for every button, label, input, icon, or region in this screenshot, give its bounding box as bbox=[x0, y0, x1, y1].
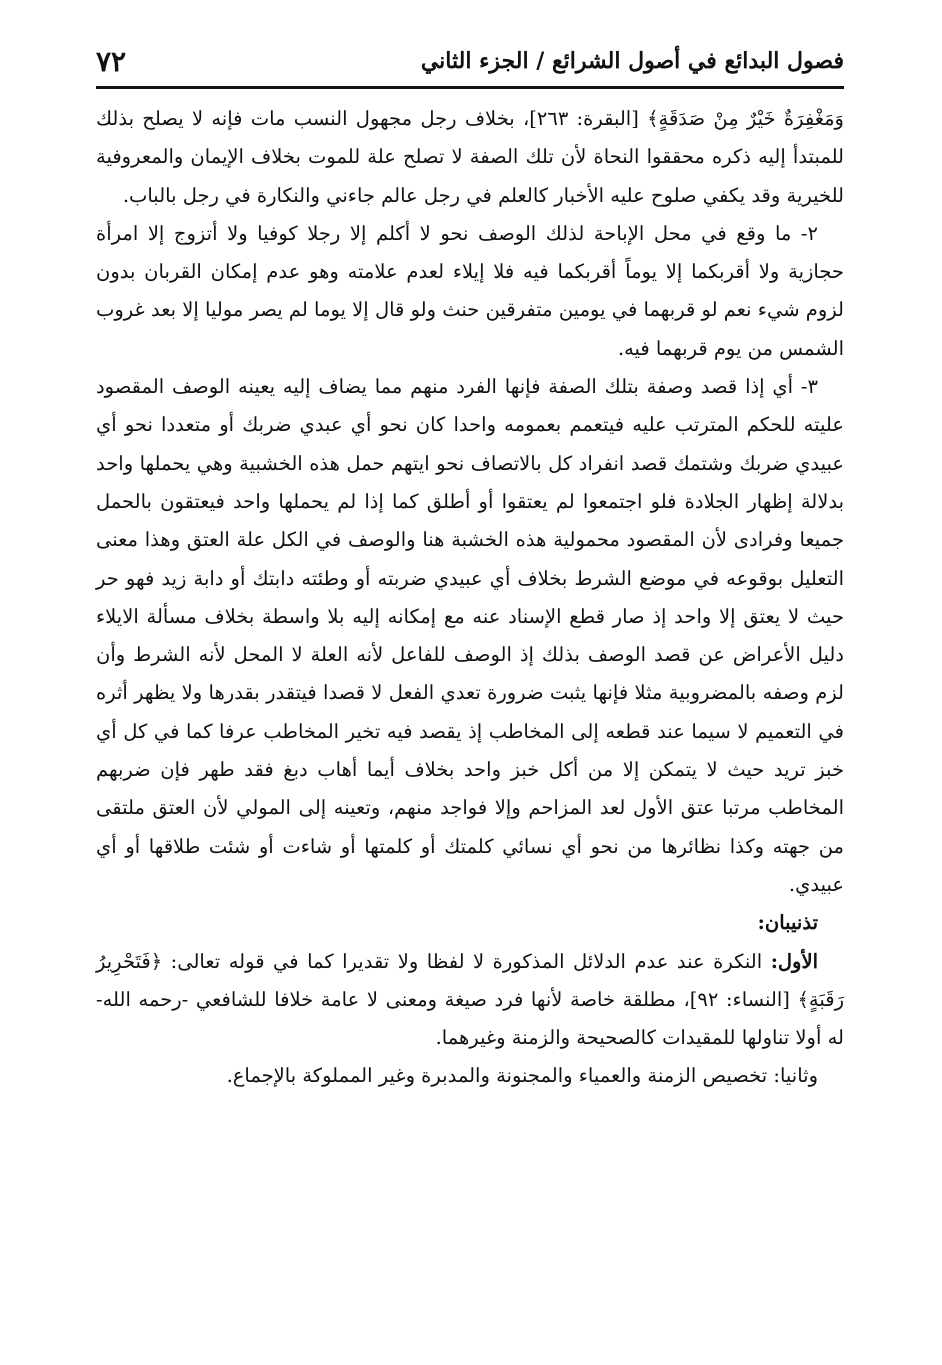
paragraph-continuation: وَمَغْفِرَةٌ خَيْرٌ مِنْ صَدَقَةٍ﴾ [البقرة: ٢٦٣]، بخلاف رجل مجهول النسب مات فإنه لا يصلح بذلك للمبتدأ إليه ذكره محققوا النحاة لأن تلك الصفة لا تصلح علة للموت بخلاف الإيمان والمعروفية للخيرية وقد يكفي صلوح عليه الأخبار كالعلم في رجل عالم جاءني والنكارة في رجل بالباب. bbox=[96, 107, 844, 207]
page-number: ٧٢ bbox=[96, 44, 127, 78]
section-heading: تذنيبان: bbox=[757, 911, 818, 935]
paragraph-note-2: ٢- ما وقع في محل الإباحة لذلك الوصف نحو لا أكلم إلا رجلا كوفيا ولا أتزوج إلا امرأة حجازية ولا أقربكما إلا يوماً أقربكما فيه فلا إيلاء لعدم علامته وهو عدم إمكان القربان بدون لزوم شيء نعم لو قربهما في يومين متفرقين حنث ولو قال إلا يوما لم يصر موليا إلا بعد غروب الشمس من يوم قربهما فيه. bbox=[96, 221, 844, 360]
first-point-label: الأول: bbox=[770, 949, 819, 973]
page-body bbox=[96, 100, 844, 1096]
paragraph-first-point bbox=[96, 943, 844, 1058]
paragraph-second-point: وثانيا: تخصيص الزمنة والعمياء والمجنونة والمدبرة وغير المملوكة بالإجماع. bbox=[226, 1064, 818, 1088]
page-header bbox=[96, 36, 844, 89]
running-title: فصول البدائع في أصول الشرائع / الجزء الثاني bbox=[420, 48, 844, 74]
first-point-text: النكرة عند عدم الدلائل المذكورة لا لفظا ولا تقديرا كما في قوله تعالى: ﴿فَتَحْرِيرُ رَقَبَةٍ﴾ [النساء: ٩٢]، مطلقة خاصة لأنها فرد صيغة ومعنى لا عامة خلافا للشافعي -رحمه الله- له أولا تناولها للمقيدات كالصحيحة والزمنة وغيرهما. bbox=[96, 949, 845, 1050]
paragraph-note-3: ٣- أي إذا قصد وصفة بتلك الصفة فإنها الفرد منهم مما يضاف إليه يعينه الوصف المقصود عليته للحكم المترتب عليه فيتعمم بعمومه واحدا كان نحو أي عبدي ضربك أو متعددا نحو أي عبيدي ضربك وشتمك قصد انفراد كل بالاتصاف نحو ايتهم حمل هذه الخشبية وهي يحملها واحد بدلالة إظهار الجلادة فلو اجتمعوا لم يعتقوا أو أطلق كما إذا لم يحملها واحد فيعتقون بالحمل جميعا وفرادى لأن المقصود محمولية هذه الخشبة هنا والوصف في الكل علة العتق وهذا معنى التعليل بوقوعه في موضع الشرط بخلاف أي عبيدي ضربته أو وطئته دابتك أو دابة زيد فهو حر حيث لا يعتق إلا واحد إذ صار قطع الإسناد عنه مع إمكانه إليه بلا واسطة بخلاف مسألة الايلاء دليل الأعراض عن قصد الوصف بذلك إذ الوصف للفاعل لأنه العلة لا المحل لأنه الشرط وأن لزم وصفه بالمضروبية مثلا فإنها يثبت ضرورة تعدي الفعل لا قصدا فيتقدر بقدرها ولا يظهر أثره في التعميم لا سيما عند قطعه إلى المخاطب إذ يقصد فيه تخير المخاطب عرفا كما في كل أي خبز تريد حيث لا يتمكن إلا من أكل خبز واحد بخلاف أيما أهاب دبغ فقد طهر فإن ضربهم المخاطب مرتبا عتق الأول لعد المزاحم وإلا فواجد منهم، وتعينه إلى المولي لأن العتق ملتقى من جهته وكذا نظائرها من نحو أي نسائي كلمتك أو كلمتها أو شاءت أو شئت طلاقها أو أي عبيدي. bbox=[96, 375, 844, 896]
